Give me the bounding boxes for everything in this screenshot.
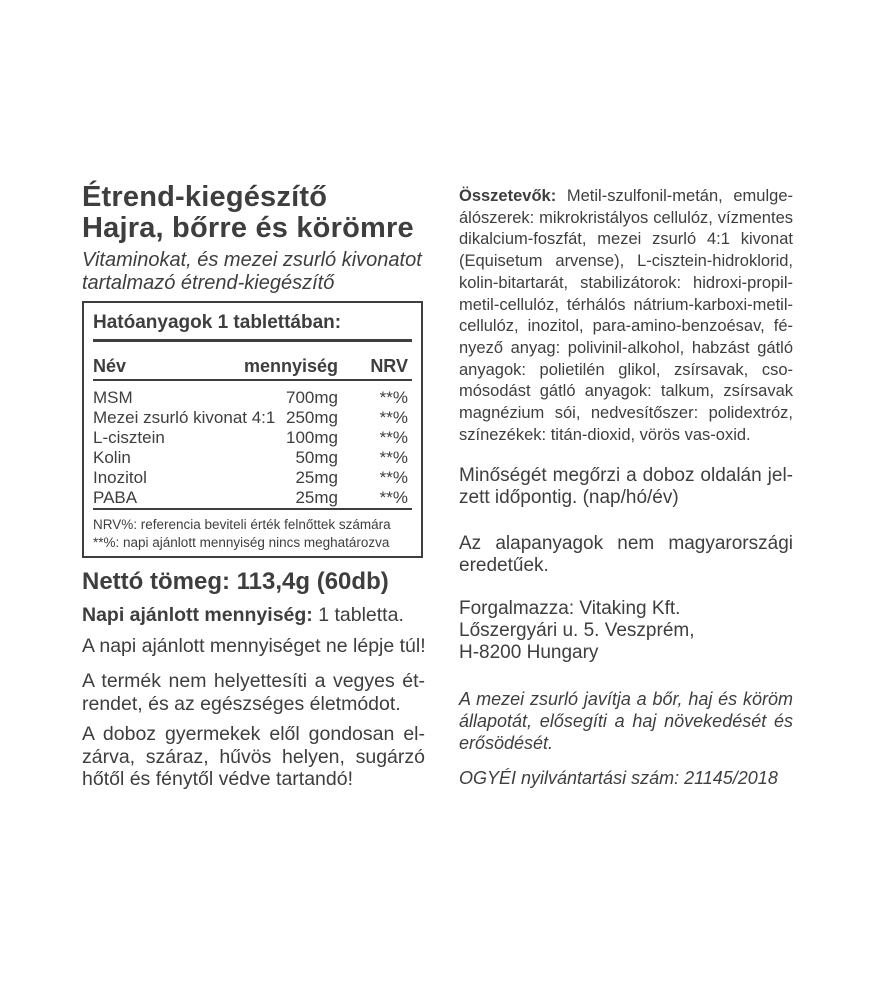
origin-note — [459, 533, 793, 576]
text-line: Vitaminokat, és mezei zsurló kivonatot — [82, 249, 422, 271]
table-header-row — [93, 355, 412, 377]
text-line: metil-cellulóz, térhálós nátrium-karboxi-metil- — [459, 295, 793, 314]
text-line: Forgalmazza: Vitaking Kft. — [459, 598, 681, 620]
product-title — [82, 182, 425, 244]
text-line: cellulóz, inozitol, para-amino-benzoésav, fé- — [459, 317, 793, 336]
text-line: A doboz gyermekek elől gondosan el- — [82, 723, 425, 745]
table-cell: **% — [379, 428, 408, 447]
table-divider — [93, 379, 412, 381]
health-claim — [459, 688, 793, 754]
text-line: Minőségét megőrzi a doboz oldalán jel- — [459, 465, 793, 487]
text-line: A mezei zsurló javítja a bőr, haj és köröm — [459, 689, 793, 710]
table-title: Hatóanyagok 1 tablettában: — [93, 312, 342, 333]
distributor-address — [459, 598, 793, 664]
daily-dose-label: Napi ajánlott mennyiség: — [82, 604, 313, 626]
column-header-amount: mennyiség — [243, 356, 338, 376]
table-cell: **% — [379, 488, 408, 507]
ingredients-first-line: Metil-szulfonil-metán, emulge- — [566, 187, 793, 205]
text-line: anyagok: polietilén glikol, zsírsavak, cso- — [459, 360, 793, 379]
text-line: Hajra, bőrre és körömre — [82, 212, 414, 244]
left-column — [82, 182, 425, 791]
table-divider-thick — [93, 339, 412, 342]
text-line: Az alapanyagok nem magyarországi — [459, 532, 793, 554]
text-line: rendet, és az egészséges életmódot. — [82, 692, 401, 715]
table-row — [93, 468, 412, 488]
table-footnotes — [93, 516, 412, 551]
text-line: álószerek: mikrokristályos cellulóz, vízmentes — [459, 208, 793, 227]
text-line: nyező anyag: polivinil-alkohol, habzást gátló — [459, 338, 793, 357]
product-subtitle — [82, 249, 425, 295]
storage-warning — [82, 723, 425, 791]
best-before-note — [459, 465, 793, 508]
table-cell: Kolin — [93, 448, 131, 467]
ingredients-label: Összetevők: — [459, 187, 557, 205]
text-line: mósodást gátló anyagok: talkum, zsírsavak — [459, 382, 793, 401]
table-cell: Mezei zsurló kivonat 4:1 — [93, 408, 276, 427]
diet-disclaimer — [82, 670, 425, 715]
table-cell: 50mg — [295, 448, 338, 467]
text-line: NRV%: referencia beviteli érték felnőttek számára — [93, 517, 391, 532]
table-cell: 25mg — [295, 468, 338, 487]
table-row — [93, 408, 412, 428]
text-line: A napi ajánlott mennyiséget ne lépje túl! — [82, 634, 426, 657]
column-header-nrv: NRV — [370, 356, 408, 376]
text-line: A termék nem helyettesíti a vegyes ét- — [82, 670, 425, 692]
table-cell: **% — [379, 448, 408, 467]
net-weight: Nettó tömeg: 113,4g (60db) — [82, 568, 389, 595]
active-ingredients-table — [82, 301, 423, 558]
text-line: eredetűek. — [459, 554, 549, 576]
table-cell: **% — [379, 468, 408, 487]
text-line: tartalmazó étrend-kiegészítő — [82, 272, 335, 294]
text-line: zett időpontig. (nap/hó/év) — [459, 487, 679, 509]
text-line: magnézium sói, nedvesítőszer: polidextróz, — [459, 404, 793, 423]
table-divider — [93, 508, 412, 510]
table-row — [93, 448, 412, 468]
text-line: erősödését. — [459, 733, 554, 754]
ingredients-paragraph — [459, 186, 793, 446]
text-line: Lőszergyári u. 5. Veszprém, — [459, 620, 695, 642]
table-cell: PABA — [93, 488, 138, 507]
table-cell: Inozitol — [93, 468, 147, 487]
right-column — [459, 186, 793, 789]
text-line: Étrend-kiegészítő — [82, 181, 328, 213]
table-cell: 100mg — [286, 428, 338, 447]
table-cell: 700mg — [286, 388, 338, 407]
table-cell: 250mg — [286, 408, 338, 427]
text-line: színezékek: titán-dioxid, vörös vas-oxid. — [459, 425, 751, 444]
text-line — [459, 186, 793, 208]
text-line: kolin-bitartarát, stabilizátorok: hidroxi-propil- — [459, 273, 793, 292]
table-cell: **% — [379, 408, 408, 427]
column-header-name: Név — [93, 356, 127, 376]
text-line: **%: napi ajánlott mennyiség nincs meghatározva — [93, 534, 390, 550]
daily-dose — [82, 604, 425, 627]
table-rows — [93, 388, 412, 508]
text-line: dikalcium-foszfát, mezei zsurló 4:1 kivonat — [459, 230, 793, 249]
table-row — [93, 388, 412, 408]
daily-dose-value: 1 tabletta. — [318, 604, 404, 626]
text-line: állapotát, elősegíti a haj növekedését és — [459, 711, 793, 732]
text-line: hőtől és fénytől védve tartandó! — [82, 768, 354, 790]
text-line: zárva, száraz, hűvös helyen, sugárzó — [82, 745, 425, 768]
table-row — [93, 488, 412, 508]
text-line: H-8200 Hungary — [459, 642, 599, 664]
text-line: (Equisetum arvense), L-cisztein-hidroklorid, — [459, 252, 793, 271]
registration-number: OGYÉI nyilvántartási szám: 21145/2018 — [459, 768, 778, 789]
table-row — [93, 428, 412, 448]
table-cell: L-cisztein — [93, 428, 165, 447]
table-cell: 25mg — [295, 488, 338, 507]
table-cell: MSM — [93, 388, 133, 407]
dose-warning — [82, 635, 425, 658]
table-cell: **% — [379, 388, 408, 407]
